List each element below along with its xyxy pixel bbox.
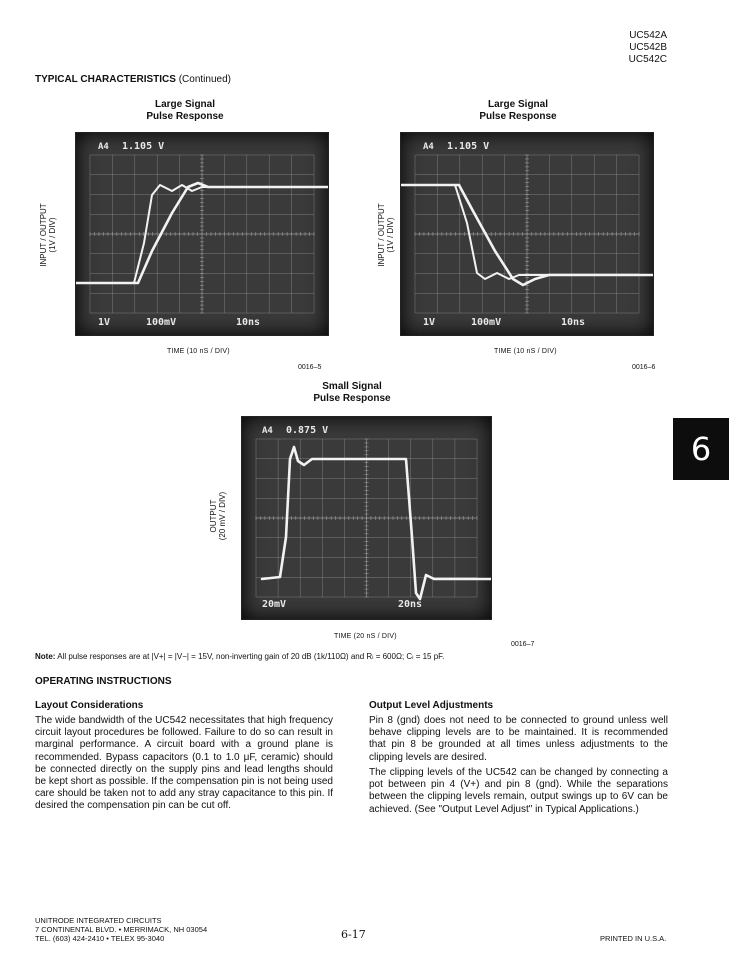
chart-3-scope — [241, 416, 492, 620]
chart-1-title-line2: Pulse Response — [146, 111, 224, 122]
chart-1-xlabel: TIME (10 nS / DIV) — [167, 348, 230, 355]
chart-2-ylabel-line1: INPUT / OUTPUT — [377, 203, 386, 267]
output-text-1: Pin 8 (gnd) does not need to be connected to ground unless well behave clipping levels are to be maintained. It is recommended that pin 8 be grounded at all times unless adjustments to the clipping levels are desired. — [369, 715, 668, 763]
footer-address: 7 CONTINENTAL BLVD. • MERRIMACK, NH 03054 — [35, 925, 208, 934]
part-number: UC542B — [629, 42, 667, 53]
chart-3-ylabel-line1: OUTPUT — [209, 499, 218, 533]
chart-1-readout-timebase: 10ns — [236, 317, 261, 328]
chart-2-scope-svg — [401, 133, 653, 335]
chart-2-title — [443, 99, 593, 123]
footer-company-block — [35, 916, 207, 943]
chart-1-graticule — [90, 155, 314, 313]
chart-1-readout-trigger: 1.105 V — [122, 141, 165, 152]
chart-1-readout-ch1: 1V — [98, 317, 111, 328]
chart-1-scope-svg — [76, 133, 328, 335]
page-number: 6-17 — [341, 928, 366, 941]
note-label: Note: — [35, 652, 56, 661]
part-numbers — [629, 30, 667, 66]
chart-3-readout-timebase: 20ns — [398, 599, 423, 610]
chart-2-readout-timebase: 10ns — [561, 317, 586, 328]
chart-1-title-line1: Large Signal — [154, 99, 215, 110]
section-tab: 6 — [673, 418, 729, 480]
chart-2-fig-code: 0016–6 — [632, 364, 656, 371]
part-number: UC542A — [629, 30, 667, 41]
chart-2-readout-ch2: 100mV — [471, 317, 502, 328]
section-title — [35, 74, 231, 85]
operating-heading: OPERATING INSTRUCTIONS — [35, 676, 172, 687]
chart-3-xlabel: TIME (20 nS / DIV) — [334, 633, 397, 640]
chart-2-ylabel — [377, 200, 395, 270]
layout-heading: Layout Considerations — [35, 700, 144, 711]
chart-3-ylabel — [209, 481, 227, 551]
chart-1-title — [110, 99, 260, 123]
chart-2-graticule — [415, 155, 639, 313]
chart-2-xlabel: TIME (10 nS / DIV) — [494, 348, 557, 355]
chart-3-title — [282, 381, 422, 405]
footer-phone: TEL. (603) 424-2410 • TELEX 95-3040 — [35, 934, 165, 943]
chart-1-ylabel — [39, 200, 57, 270]
chart-3-readout-channel: A4 — [262, 426, 273, 436]
chart-2-title-line1: Large Signal — [487, 99, 548, 110]
chart-2-ylabel-line2: (1V / DIV) — [386, 217, 395, 253]
chart-1-ylabel-line2: (1V / DIV) — [48, 217, 57, 253]
chart-3-readout-ch1: 20mV — [262, 599, 287, 610]
chart-2-scope — [400, 132, 654, 336]
chart-1-readout-channel: A4 — [98, 142, 109, 152]
part-number: UC542C — [628, 54, 667, 65]
layout-text: The wide bandwidth of the UC542 necessitates that high frequency circuit layout procedures be followed. Failure to do so can result in marginal performance. A circuit board with a ground plane is recommended. Bypass capacitors (0.1 to 1.0 μF, ceramic) should be connected directly on the supply pins and lead lengths should be kept short as possible. If the compensation pin is not being used care should be taken not to add any stray capacitance to this pin. If desired the compensation pin can be cut off. — [35, 715, 333, 812]
chart-1-ylabel-line1: INPUT / OUTPUT — [39, 203, 48, 267]
chart-3-title-line2: Pulse Response — [313, 393, 391, 404]
chart-2-readout-channel: A4 — [423, 142, 434, 152]
chart-3-readout-trigger: 0.875 V — [286, 425, 329, 436]
chart-2-title-line2: Pulse Response — [479, 111, 557, 122]
footer-printed: PRINTED IN U.S.A. — [600, 934, 667, 943]
note — [35, 652, 444, 661]
footer-company: UNITRODE INTEGRATED CIRCUITS — [35, 916, 162, 925]
chart-3-fig-code: 0016–7 — [511, 641, 535, 648]
chart-3-scope-svg — [242, 417, 491, 619]
output-text-2: The clipping levels of the UC542 can be changed by connecting a pot between pin 4 (V+) and pin 8 (gnd). While the separations between the clipping levels remain, output swings up to 6V can be achieved. (See "Output Level Adjust" in Typical Applications.) — [369, 767, 668, 815]
chart-3-ylabel-line2: (20 mV / DIV) — [218, 491, 227, 541]
chart-2-readout-trigger: 1.105 V — [447, 141, 490, 152]
output-heading: Output Level Adjustments — [369, 700, 494, 711]
section-title-rest: (Continued) — [175, 74, 231, 85]
chart-1-readout-ch2: 100mV — [146, 317, 177, 328]
chart-2-readout-ch1: 1V — [423, 317, 436, 328]
chart-3-output-trace — [262, 447, 491, 599]
chart-3-title-line1: Small Signal — [322, 381, 382, 392]
section-title-bold: TYPICAL CHARACTERISTICS — [35, 74, 176, 85]
chart-1-scope — [75, 132, 329, 336]
chart-1-fig-code: 0016–5 — [298, 364, 322, 371]
note-text: All pulse responses are at |V+| = |V−| = 15V, non-inverting gain of 20 dB (1k/110Ω) and Rₗ = 600Ω; Cₗ = 15 pF. — [55, 652, 445, 661]
